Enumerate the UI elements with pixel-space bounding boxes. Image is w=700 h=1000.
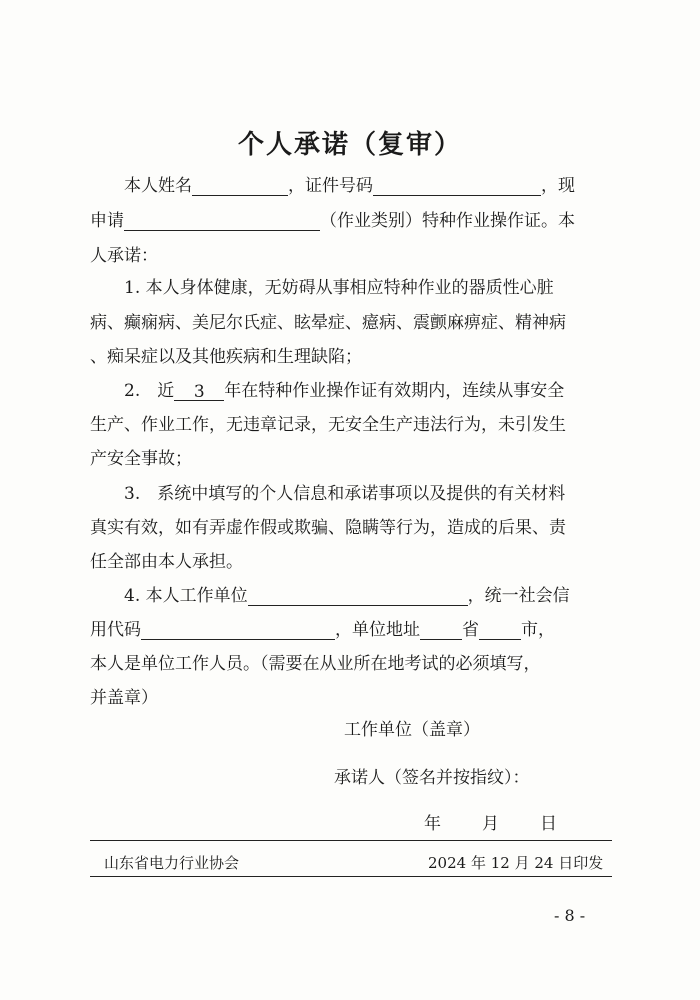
item-3-line-2: 真实有效，如有弄虚作假或欺骗、隐瞒等行为，造成的后果、责 (90, 518, 566, 538)
footer-top-rule (90, 840, 612, 841)
month-label: 月 (482, 814, 499, 834)
signer-label: 承诺人（签名并按指纹）： (334, 768, 530, 788)
item-2-prefix: 2. 近 (124, 381, 175, 401)
credit-code-label-b: 用代码 (90, 620, 141, 640)
item-3-line-3: 任全部由本人承担。 (90, 552, 243, 572)
credit-code-label-a: ，统一社会信 (467, 586, 570, 606)
unit-seal-label: 工作单位（盖章） (344, 720, 480, 740)
city-blank[interactable] (479, 621, 521, 640)
work-unit-label: 4. 本人工作单位 (124, 586, 248, 606)
day-label: 日 (540, 814, 557, 834)
province-label: 省 (462, 620, 479, 640)
work-unit-blank[interactable] (248, 587, 468, 606)
footer-bottom-rule (90, 876, 612, 877)
item-2-text: 年在特种作业操作证有效期内，连续从事安全 (224, 381, 565, 401)
item-4-line-1 (90, 586, 620, 606)
promise-intro: 人承诺： (90, 246, 158, 266)
item-3-line-1: 3. 系统中填写的个人信息和承诺事项以及提供的有关材料 (124, 484, 566, 504)
page-number: - 8 - (554, 906, 586, 925)
item-1-line-1: 1. 本人身体健康，无妨碍从事相应特种作业的器质性心脏 (124, 278, 554, 298)
job-category-label: （作业类别）特种作业操作证。本 (320, 211, 575, 231)
name-label: 本人姓名 (124, 176, 192, 196)
now-label: ，现 (541, 176, 575, 196)
item-1-line-2: 病、癫痫病、美尼尔氏症、眩晕症、癔病、震颤麻痹症、精神病 (90, 313, 566, 333)
credit-code-blank[interactable] (141, 621, 335, 640)
item-2-line-3: 产安全事故； (90, 449, 192, 469)
year-label: 年 (424, 814, 441, 834)
province-blank[interactable] (420, 621, 462, 640)
page-title: 个人承诺（复审） (237, 130, 462, 160)
issue-date: 2024 年 12 月 24 日印发 (428, 854, 604, 872)
item-4-line-3: 本人是单位工作人员。（需要在从业所在地考试的必须填写， (90, 654, 541, 674)
apply-label: 申请 (90, 211, 124, 231)
id-label: ，证件号码 (288, 176, 373, 196)
id-number-blank[interactable] (373, 177, 541, 196)
name-blank[interactable] (192, 177, 288, 196)
item-2-line-2: 生产、作业工作，无违章记录，无安全生产违法行为，未引发生 (90, 415, 566, 435)
item-4-line-2 (90, 620, 620, 640)
issuer-name: 山东省电力行业协会 (104, 854, 240, 872)
name-id-line (90, 176, 620, 196)
item-4-line-4: 并盖章） (90, 688, 158, 708)
unit-address-label: ，单位地址 (335, 620, 420, 640)
item-2-line-1 (90, 381, 620, 401)
years-value: 3 (174, 382, 224, 401)
city-label: 市， (521, 620, 555, 640)
job-category-blank[interactable] (124, 212, 320, 231)
item-1-line-3: 、痴呆症以及其他疾病和生理缺陷； (90, 347, 362, 367)
apply-line (90, 211, 620, 231)
